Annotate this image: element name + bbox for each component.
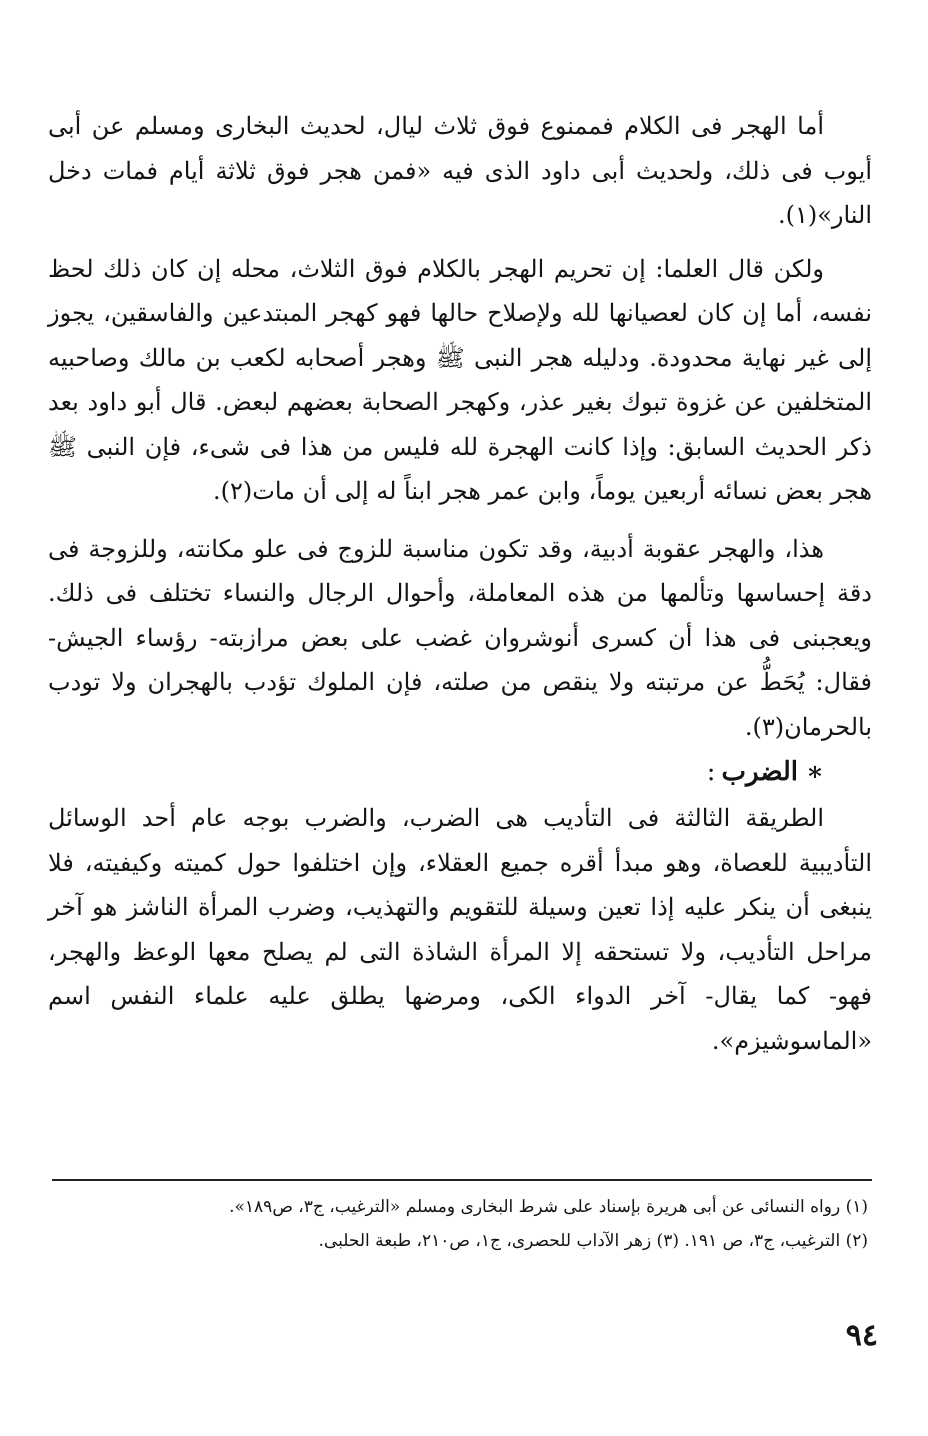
paragraph-hajr-punishment: هذا، والهجر عقوبة أدبية، وقد تكون مناسبة للزوج فى علو مكانته، وللزوجة فى دقة إحساسها وتألمها من هذه المعاملة، وأحوال الرجال والنساء تختلف فى ذلك. ويعجبنى فى هذا أن كسرى أنوشروان غضب على بعض مرازبته- رؤساء الجيش- فقال: يُحَطُّ عن مرتبته ولا ينقص من صلته، فإن الملوك تؤدب بالهجران ولا تودب بالحرمان(٣). <box>48 534 873 741</box>
page-body <box>48 104 872 1063</box>
footnote-1: (١) رواه النسائى عن أبى هريرة بإسناد على شرط البخارى ومسلم «الترغيب، ج٣، ص١٨٩». <box>229 1197 868 1217</box>
footnote-divider <box>52 1179 872 1181</box>
paragraph-scholars-opinion: ولكن قال العلما: إن تحريم الهجر بالكلام فوق الثلاث، محله إن كان ذلك لحظ نفسه، أما إن كان لعصيانها لله ولإصلاح حالها فهو كهجر المبتدعين والفاسقين، يجوز إلى غير نهاية محدودة. ودليله هجر النبى ﷺ وهجر أصحابه لكعب بن مالك وصاحبيه المتخلفين عن غزوة تبوك بغير عذر، وكهجر الصحابة بعضهم لبعض. قال أبو داود بعد ذكر الحديث السابق: وإذا كانت الهجرة لله فليس من هذا فى شىء، فإن النبى ﷺ هجر بعض نسائه أربعين يوماً، وابن عمر هجر ابناً له إلى أن مات(٢). <box>48 254 872 505</box>
section-heading <box>48 750 872 794</box>
heading-colon: : <box>706 757 716 787</box>
section-heading-text: الضرب <box>721 757 799 787</box>
footnote-2-3: (٢) الترغيب، ج٣، ص ١٩١. (٣) زهر الآداب للحصرى، ج١، ص٢١٠، طبعة الحلبى. <box>318 1231 868 1251</box>
paragraph-hajr-speech: أما الهجر فى الكلام فممنوع فوق ثلاث ليال، لحديث البخارى ومسلم عن أبى أيوب فى ذلك، ولحديث أبى داود الذى فيه «فمن هجر فوق ثلاثة أيام فمات دخل النار»(١). <box>48 112 872 229</box>
paragraph-beating: الطريقة الثالثة فى التأديب هى الضرب، والضرب بوجه عام أحد الوسائل التأديبية للعصاة، وهو مبدأ أقره جميع العقلاء، وإن اختلفوا حول كميته وكيفيته، فلا ينبغى أن ينكر عليه إذا تعين وسيلة للتقويم والتهذيب، وضرب المرأة الناشز هو آخر مراحل التأديب، ولا تستحقه إلا المرأة الشاذة التى لم يصلح معها الوعظ والهجر، فهو- كما يقال- آخر الدواء الكى، ومرضها يطلق عليه علماء النفس اسم «الماسوشيزم». <box>48 804 872 1055</box>
asterisk-icon: ∗ <box>806 757 824 787</box>
page-number: ٩٤ <box>845 1318 878 1353</box>
footnotes <box>52 1190 868 1258</box>
